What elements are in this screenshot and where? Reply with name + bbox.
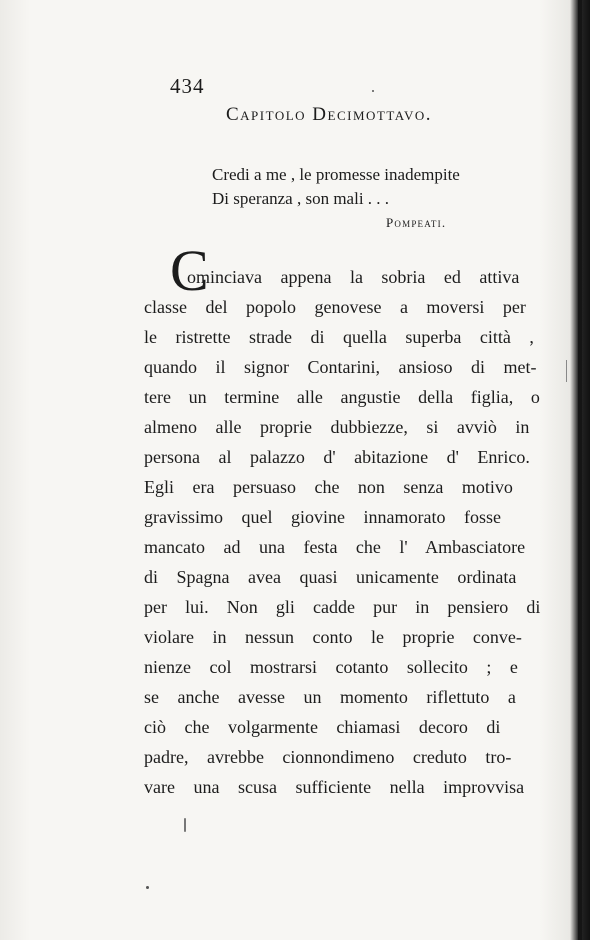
- body-line: nienze col mostrarsi cotanto sollecito ; e: [144, 657, 518, 677]
- paper-speck: [146, 886, 149, 889]
- body-line: se anche avesse un momento riflettuto a: [144, 687, 516, 707]
- body-line: Egli era persuaso che non senza motivo: [144, 477, 513, 497]
- epigraph-author: Pompeati.: [386, 215, 447, 230]
- body-line: le ristrette strade di quella superba città ,: [144, 327, 534, 347]
- body-line: persona al palazzo d' abitazione d' Enrico.: [144, 447, 530, 467]
- chapter-title: Capitolo Decimottavo.: [226, 104, 432, 125]
- body-line: tere un termine alle angustie della figlia, o: [144, 387, 540, 407]
- paper-speck: [184, 818, 186, 832]
- page-edge-shadow: [578, 0, 582, 940]
- epigraph-line: Di speranza , son mali . . .: [212, 189, 390, 208]
- body-line: ciò che volgarmente chiamasi decoro di: [144, 717, 501, 737]
- epigraph-line: Credi a me , le promesse inadempite: [212, 165, 460, 184]
- body-line: ominciava appena la sobria ed attiva: [187, 267, 520, 287]
- body-line: classe del popolo genovese a moversi per: [144, 297, 526, 317]
- body-line: di Spagna avea quasi unicamente ordinata: [144, 567, 517, 587]
- body-line: mancato ad una festa che l' Ambasciatore: [144, 537, 526, 557]
- body-line: vare una scusa sufficiente nella improvvisa: [144, 777, 525, 797]
- drop-cap: C: [170, 238, 209, 303]
- paper-speck: [372, 90, 374, 92]
- body-line: padre, avrebbe cionnondimeno creduto tro-: [144, 747, 512, 767]
- body-line: almeno alle proprie dubbiezze, si avviò in: [144, 417, 530, 437]
- paper-speck: [566, 360, 567, 382]
- page-number: 434: [170, 74, 205, 98]
- body-line: gravissimo quel giovine innamorato fosse: [144, 507, 501, 527]
- epigraph: [212, 163, 460, 211]
- body-line: per lui. Non gli cadde pur in pensiero di: [144, 597, 541, 617]
- body-line: quando il signor Contarini, ansioso di met-: [144, 357, 537, 377]
- body-line: violare in nessun conto le proprie conve-: [144, 627, 522, 647]
